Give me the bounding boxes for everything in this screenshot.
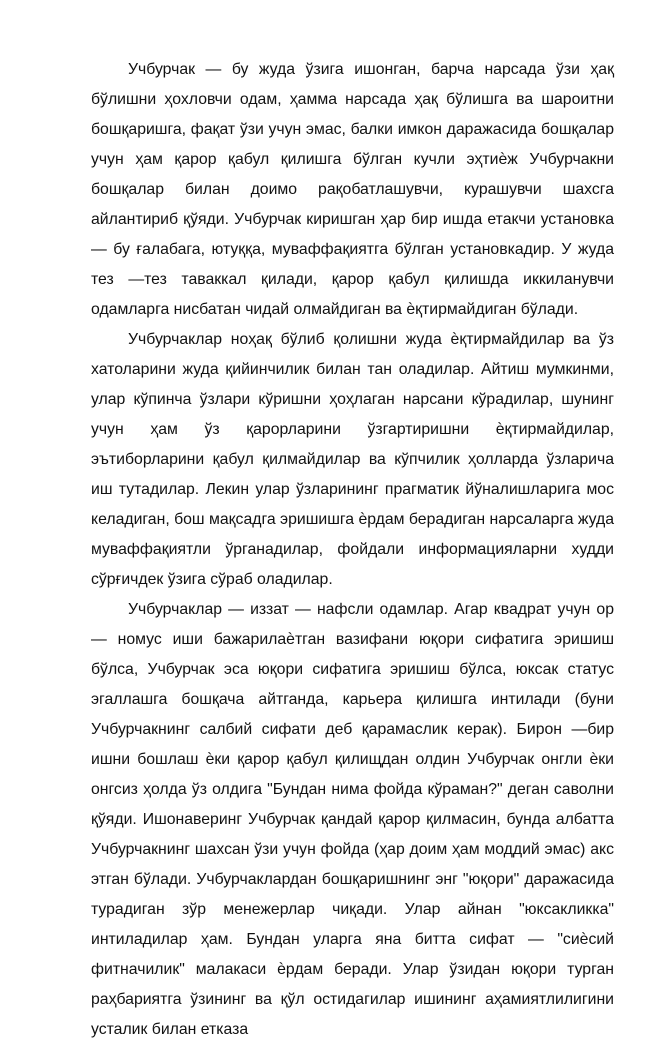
paragraph: Учбурчаклар ноҳақ бўлиб қолишни жуда ѐқтирмайдилар ва ўз хатоларини жуда қийинчилик билан тан оладилар. Айтиш мумкинми, улар кўпинча ўзлари кўришни ҳоҳлаган нарсани кўрадилар, шунинг учун ҳам ўз қарорларини ўзгартиришни ѐқтирмайдилар, эътиборларини қабул қилмайдилар ва кўпчилик ҳолларда ўзларича иш тутадилар. Лекин улар ўзларининг прагматик йўналишларига мос келадиган, бош мақсадга эришишга ѐрдам берадиган нарсаларга жуда муваффақиятли ўрганадилар, фойдали информацияларни худди сўрғичдек ўзига сўраб оладилар.	[91, 331, 614, 588]
document-page	[91, 55, 614, 1045]
paragraph: Учбурчаклар — иззат — нафсли одамлар. Агар квадрат учун ор — номус иши бажарилаѐтган вазифани юқори сифатига эришиш бўлса, Учбурчак эса юқори сифатига эришиш бўлса, юксак статус эгаллашга бошқача айтганда, карьера қилишга интилади (буни Учбурчакнинг салбий сифати деб қарамаслик керак). Бирон —бир ишни бошлаш ѐки қарор қабул қилищдан олдин Учбурчак онгли ѐки онгсиз ҳолда ўз олдига "Бундан нима фойда кўраман?" деган саволни қўяди. Ишонаверинг Учбурчак қандай қарор қилмасин, бунда албатта Учбурчакнинг шахсан ўзи учун фойда (ҳар доим ҳам моддий эмас) акс этган бўлади. Учбурчаклардан бошқаришнинг энг "юқори" даражасида турадиган зўр менежерлар чиқади. Улар айнан "юксакликка" интиладилар ҳам. Бундан уларга яна битта сифат — "сиѐсий фитначилик" малакаси ѐрдам беради. Улар ўзидан юқори турган раҳбариятга ўзининг ва қўл остидагилар ишининг аҳамиятлилигини усталик билан етказа	[91, 601, 614, 1038]
paragraph: Учбурчак — бу жуда ўзига ишонган, барча нарсада ўзи ҳақ бўлишни ҳохловчи одам, ҳамма нарсада ҳақ бўлишга ва шароитни бошқаришга, фақат ўзи учун эмас, балки имкон даражасида бошқалар учун ҳам қарор қабул қилишга бўлган кучли эҳтиѐж Учбурчакни бошқалар билан доимо рақобатлашувчи, курашувчи шахсга айлантириб қўяди. Учбурчак киришган ҳар бир ишда етакчи установка — бу ғалабага, ютуққа, муваффақиятга бўлган установкадир. У жуда тез —тез таваккал қилади, қарор қабул қилишда иккиланувчи одамларга нисбатан чидай олмайдиган ва ѐқтирмайдиган бўлади.	[91, 61, 614, 318]
